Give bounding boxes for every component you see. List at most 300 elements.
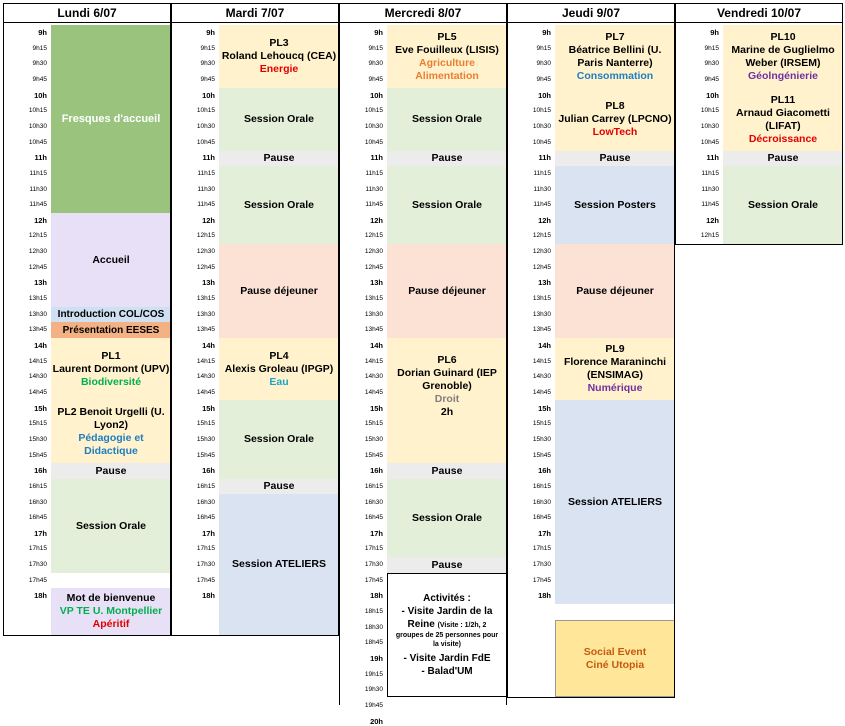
time-label: 10h30 — [700, 122, 719, 130]
time-label: 12h45 — [364, 263, 383, 271]
pause-label: Pause — [263, 480, 295, 492]
time-label: 20h — [370, 716, 383, 726]
pl6-theme: Droit — [434, 393, 460, 405]
time-label: 14h30 — [364, 373, 383, 381]
jeudi-social — [555, 620, 675, 697]
column-border-left — [3, 23, 4, 635]
mardi-session-orale-3 — [219, 400, 339, 479]
time-label: 18h45 — [364, 639, 383, 647]
time-label: 12h — [706, 215, 719, 225]
vendredi-pl10 — [723, 25, 843, 88]
time-label: 9h30 — [200, 60, 215, 68]
column-border-right — [842, 23, 843, 244]
pl10-speaker: Marine de Guglielmo — [731, 43, 835, 56]
time-label: 16h15 — [364, 482, 383, 490]
pl5-code: PL5 — [437, 30, 457, 43]
day-header-lundi: Lundi 6/07 — [3, 3, 171, 23]
time-label: 11h — [538, 153, 551, 163]
time-label: 16h15 — [28, 482, 47, 490]
time-label: 10h30 — [28, 122, 47, 130]
time-label: 10h45 — [700, 138, 719, 146]
session-orale-label: Session Orale — [75, 519, 147, 532]
mercredi-session-orale-1 — [387, 88, 507, 151]
time-label: 11h15 — [533, 169, 551, 177]
time-label: 15h45 — [532, 451, 551, 459]
activites-line3: groupes de 25 personnes pour — [395, 632, 499, 639]
pause-label: Pause — [767, 152, 799, 164]
time-label: 17h30 — [532, 561, 551, 569]
time-label: 11h — [202, 153, 215, 163]
mardi-pause-2 — [219, 479, 339, 494]
time-label: 17h45 — [364, 576, 383, 584]
time-label: 13h — [538, 278, 551, 288]
time-label: 16h45 — [28, 514, 47, 522]
time-label: 14h45 — [364, 388, 383, 396]
time-label: 12h — [370, 215, 383, 225]
pl9-affil: (ENSIMAG) — [587, 369, 643, 381]
time-label: 14h — [370, 341, 383, 350]
pl11-speaker: Arnaud Giacometti — [736, 106, 830, 119]
time-label: 12h30 — [28, 248, 47, 256]
time-label: 9h45 — [32, 75, 47, 83]
time-label: 19h45 — [364, 701, 383, 709]
time-label: 10h — [34, 90, 47, 100]
mercredi-pause-3 — [387, 557, 507, 573]
mardi-dejeuner — [219, 244, 339, 338]
presentation-label: Présentation EESES — [62, 324, 160, 336]
pl11-theme: Décroissance — [748, 132, 818, 145]
lundi-pause — [51, 463, 171, 479]
time-label: 10h45 — [532, 138, 551, 146]
activites-line6: - Balad'UM — [421, 666, 473, 677]
time-label: 19h — [370, 654, 383, 663]
time-label: 11h30 — [197, 185, 215, 193]
mercredi-pl5 — [387, 25, 507, 88]
mercredi-dejeuner — [387, 244, 507, 338]
mot-label: Mot de bienvenue — [66, 592, 156, 604]
time-label: 18h — [34, 591, 47, 601]
social-label-1: Social Event — [583, 645, 647, 658]
time-label: 15h45 — [28, 451, 47, 459]
time-label: 13h45 — [532, 326, 551, 334]
pl6-duration: 2h — [440, 406, 454, 418]
time-label: 13h — [370, 278, 383, 288]
time-label: 14h15 — [532, 357, 551, 365]
time-label: 12h45 — [28, 263, 47, 271]
vendredi-pl11 — [723, 88, 843, 151]
ateliers-label: Session ATELIERS — [568, 495, 662, 508]
time-label: 15h45 — [364, 451, 383, 459]
time-label: 11h15 — [29, 169, 47, 177]
time-label: 16h45 — [196, 514, 215, 522]
vp-label: VP TE U. Montpellier — [59, 605, 163, 617]
column-border-left — [339, 23, 340, 705]
time-label: 9h15 — [32, 44, 47, 52]
pl8-speaker: Julian Carrey (LPCNO) — [558, 113, 672, 125]
time-label: 12h15 — [364, 232, 383, 240]
time-label: 11h45 — [533, 201, 551, 209]
mardi-session-orale-1 — [219, 88, 339, 151]
activites-line5: - Visite Jardin FdE — [403, 653, 491, 664]
time-label: 16h — [202, 466, 215, 476]
social-label-2: Ciné Utopia — [585, 658, 645, 671]
time-label: 13h45 — [28, 326, 47, 334]
time-label: 12h15 — [28, 232, 47, 240]
time-label: 15h15 — [532, 420, 551, 428]
time-label: 14h30 — [532, 373, 551, 381]
time-label: 11h45 — [197, 201, 215, 209]
time-label: 10h30 — [196, 122, 215, 130]
pl7-theme: Consommation — [576, 69, 654, 82]
activites-line2: Reine (Visite : 1/2h, 2 — [407, 619, 487, 630]
jeudi-pl7 — [555, 25, 675, 88]
lundi-fresques — [51, 25, 171, 213]
lundi-bienvenue — [51, 588, 171, 635]
activites-line1: - Visite Jardin de la — [401, 606, 493, 617]
jeudi-pl9 — [555, 338, 675, 400]
time-label: 9h30 — [32, 60, 47, 68]
time-label: 10h15 — [28, 107, 47, 115]
time-label: 17h30 — [196, 561, 215, 569]
time-label: 13h15 — [364, 295, 383, 303]
mercredi-pl6 — [387, 338, 507, 463]
mardi-pl3 — [219, 25, 339, 88]
time-label: 15h — [202, 403, 215, 413]
time-label: 9h — [374, 28, 383, 37]
time-label: 13h45 — [196, 326, 215, 334]
mercredi-activites — [387, 573, 507, 697]
pause-label: Pause — [95, 464, 127, 477]
lundi-pl2 — [51, 400, 171, 463]
time-label: 12h30 — [364, 248, 383, 256]
column-border-left — [507, 23, 508, 697]
pl7-speaker: Béatrice Bellini (U. — [568, 43, 662, 56]
pl2-line1: PL2 Benoit Urgelli (U. — [57, 405, 165, 418]
time-label: 10h45 — [196, 138, 215, 146]
column-border-left — [171, 23, 172, 635]
fresques-label: Fresques d'accueil — [61, 112, 161, 125]
dejeuner-label: Pause déjeuner — [240, 284, 318, 297]
column-border-bottom — [675, 244, 843, 245]
time-label: 10h30 — [532, 122, 551, 130]
time-label: 16h15 — [196, 482, 215, 490]
time-label: 11h45 — [365, 201, 383, 209]
session-orale-label: Session Orale — [243, 433, 315, 445]
pl8-code: PL8 — [605, 100, 625, 112]
column-border-bottom — [507, 697, 675, 698]
time-label: 17h — [202, 528, 215, 538]
pl3-theme: Energie — [259, 63, 299, 75]
time-label: 15h15 — [364, 420, 383, 428]
pl4-speaker: Alexis Groleau (IPGP) — [224, 362, 334, 375]
mercredi-session-orale-2 — [387, 166, 507, 244]
jeudi-ateliers — [555, 400, 675, 604]
time-label: 9h15 — [704, 44, 719, 52]
pl9-code: PL9 — [605, 343, 625, 355]
time-label: 14h30 — [196, 373, 215, 381]
time-label: 12h — [202, 215, 215, 225]
time-label: 9h — [542, 28, 551, 37]
time-label: 17h45 — [196, 576, 215, 584]
column-border-bottom — [171, 635, 339, 636]
time-label: 19h30 — [364, 686, 383, 694]
time-label: 17h15 — [196, 545, 215, 553]
lundi-intro — [51, 307, 171, 322]
time-label: 12h30 — [196, 248, 215, 256]
time-label: 16h30 — [364, 498, 383, 506]
time-label: 19h15 — [364, 670, 383, 678]
time-label: 9h45 — [200, 75, 215, 83]
time-label: 17h30 — [364, 561, 383, 569]
dejeuner-label: Pause déjeuner — [576, 284, 654, 297]
time-label: 14h — [34, 341, 47, 350]
time-label: 11h — [34, 153, 47, 163]
time-label: 15h15 — [28, 420, 47, 428]
time-label: 10h15 — [364, 107, 383, 115]
mercredi-pause-1 — [387, 151, 507, 166]
time-label: 12h15 — [532, 232, 551, 240]
time-label: 15h30 — [532, 435, 551, 443]
day-header-mardi: Mardi 7/07 — [171, 3, 339, 23]
time-label: 13h15 — [28, 295, 47, 303]
time-label: 13h — [202, 278, 215, 288]
column-border-bottom — [3, 635, 171, 636]
pl11-code: PL11 — [770, 93, 796, 106]
pl1-code: PL1 — [101, 349, 121, 362]
lundi-session-orale — [51, 479, 171, 573]
time-label: 11h45 — [29, 201, 47, 209]
time-label: 17h15 — [532, 545, 551, 553]
jeudi-pl8 — [555, 88, 675, 151]
posters-label: Session Posters — [574, 198, 656, 211]
time-label: 16h30 — [28, 498, 47, 506]
time-label: 16h15 — [532, 482, 551, 490]
pl7-affil: Paris Nanterre) — [577, 56, 653, 69]
time-label: 10h — [538, 90, 551, 100]
pl5-speaker: Eve Fouilleux (LISIS) — [395, 43, 499, 56]
time-label: 18h — [370, 591, 383, 601]
mardi-session-orale-2 — [219, 166, 339, 244]
pl3-code: PL3 — [269, 37, 289, 49]
activites-title: Activités : — [423, 593, 471, 604]
time-label: 14h45 — [196, 388, 215, 396]
time-label: 9h30 — [536, 60, 551, 68]
time-label: 17h — [538, 528, 551, 538]
time-label: 14h15 — [196, 357, 215, 365]
time-label: 15h30 — [364, 435, 383, 443]
time-label: 10h30 — [364, 122, 383, 130]
pl8-theme: LowTech — [592, 126, 638, 138]
session-orale-label: Session Orale — [411, 511, 483, 524]
time-label: 13h30 — [196, 310, 215, 318]
time-label: 18h — [202, 591, 215, 601]
session-orale-label: Session Orale — [747, 198, 819, 211]
time-label: 12h15 — [196, 232, 215, 240]
ateliers-label: Session ATELIERS — [232, 558, 326, 570]
pl5-theme1: Agriculture — [418, 56, 475, 69]
pl10-theme: Géolngénierie — [747, 69, 819, 82]
time-label: 14h45 — [28, 388, 47, 396]
time-label: 15h45 — [196, 451, 215, 459]
time-label: 11h — [370, 153, 383, 163]
time-label: 12h15 — [700, 232, 719, 240]
jeudi-posters — [555, 166, 675, 244]
time-label: 9h45 — [536, 75, 551, 83]
accueil-label: Accueil — [92, 253, 130, 266]
time-label: 11h — [706, 153, 719, 163]
mercredi-pause-2 — [387, 463, 507, 479]
lundi-presentation — [51, 322, 171, 338]
time-label: 13h — [34, 278, 47, 288]
time-label: 12h — [34, 215, 47, 225]
time-label: 9h15 — [368, 44, 383, 52]
pl6-code: PL6 — [437, 354, 457, 366]
day-header-mercredi: Mercredi 8/07 — [339, 3, 507, 23]
time-label: 11h30 — [29, 185, 47, 193]
time-label: 15h15 — [196, 420, 215, 428]
pause-label: Pause — [431, 558, 463, 571]
mardi-pl4 — [219, 338, 339, 400]
time-label: 16h — [370, 466, 383, 476]
time-label: 15h30 — [28, 435, 47, 443]
pl5-theme2: Alimentation — [415, 69, 479, 82]
pl9-speaker: Florence Maraninchi — [563, 356, 667, 368]
time-label: 14h30 — [28, 373, 47, 381]
time-label: 10h45 — [364, 138, 383, 146]
lundi-pl1 — [51, 338, 171, 400]
time-label: 18h15 — [364, 608, 383, 616]
pl1-theme: Biodiversité — [80, 375, 142, 388]
time-label: 9h45 — [704, 75, 719, 83]
time-label: 16h30 — [532, 498, 551, 506]
time-label: 18h — [538, 591, 551, 601]
activites-line4: la visite) — [432, 641, 461, 648]
time-label: 11h15 — [365, 169, 383, 177]
pause-label: Pause — [599, 152, 631, 164]
vendredi-session-orale — [723, 166, 843, 244]
time-label: 16h30 — [196, 498, 215, 506]
jeudi-pause — [555, 151, 675, 166]
time-label: 12h45 — [532, 263, 551, 271]
column-border-left — [675, 23, 676, 244]
pl4-code: PL4 — [269, 349, 289, 362]
time-label: 14h — [202, 341, 215, 350]
dejeuner-label: Pause déjeuner — [408, 284, 486, 297]
time-label: 13h15 — [196, 295, 215, 303]
time-label: 9h — [710, 28, 719, 37]
day-header-jeudi: Jeudi 9/07 — [507, 3, 675, 23]
time-label: 10h — [706, 90, 719, 100]
time-label: 13h30 — [364, 310, 383, 318]
time-label: 15h — [370, 403, 383, 413]
time-label: 17h45 — [532, 576, 551, 584]
time-label: 14h — [538, 341, 551, 350]
pl6-affil: Grenoble) — [422, 380, 472, 392]
mercredi-session-orale-3 — [387, 479, 507, 557]
pl10-affil: Weber (IRSEM) — [745, 56, 821, 69]
day-header-vendredi: Vendredi 10/07 — [675, 3, 843, 23]
time-label: 10h15 — [532, 107, 551, 115]
pl1-speaker: Laurent Dormont (UPV) — [52, 362, 170, 375]
mardi-pause-1 — [219, 151, 339, 166]
time-label: 10h — [202, 90, 215, 100]
pl3-speaker: Roland Lehoucq (CEA) — [221, 50, 337, 62]
time-label: 9h15 — [536, 44, 551, 52]
session-orale-label: Session Orale — [411, 113, 483, 125]
session-orale-label: Session Orale — [243, 198, 315, 211]
time-label: 11h15 — [701, 169, 719, 177]
time-label: 10h15 — [700, 107, 719, 115]
time-label: 16h — [538, 466, 551, 476]
intro-label: Introduction COL/COS — [57, 309, 165, 320]
pl2-theme1: Pédagogie et — [78, 431, 144, 444]
time-label: 16h45 — [532, 514, 551, 522]
time-label: 11h30 — [701, 185, 719, 193]
time-label: 13h30 — [28, 310, 47, 318]
time-label: 12h — [538, 215, 551, 225]
session-orale-label: Session Orale — [411, 198, 483, 211]
time-label: 15h30 — [196, 435, 215, 443]
time-label: 17h — [34, 528, 47, 538]
time-label: 14h45 — [532, 388, 551, 396]
pause-label: Pause — [431, 152, 463, 164]
vendredi-pause — [723, 151, 843, 166]
time-label: 17h — [370, 528, 383, 538]
time-label: 16h — [34, 466, 47, 476]
time-label: 13h45 — [364, 326, 383, 334]
pl6-speaker: Dorian Guinard (IEP — [397, 367, 497, 379]
pl2-theme2: Didactique — [84, 444, 138, 457]
time-label: 10h15 — [196, 107, 215, 115]
time-label: 12h45 — [196, 263, 215, 271]
time-label: 15h — [538, 403, 551, 413]
time-label: 17h45 — [28, 576, 47, 584]
time-label: 13h30 — [532, 310, 551, 318]
time-label: 15h — [34, 403, 47, 413]
pause-label: Pause — [263, 152, 295, 164]
time-label: 17h15 — [364, 545, 383, 553]
time-label: 17h30 — [28, 561, 47, 569]
time-label: 11h15 — [197, 169, 215, 177]
time-label: 12h30 — [532, 248, 551, 256]
pl9-theme: Numérique — [587, 382, 643, 394]
time-label: 9h15 — [200, 44, 215, 52]
pl11-affil: (LIFAT) — [765, 119, 801, 132]
time-label: 17h15 — [28, 545, 47, 553]
pl10-code: PL10 — [770, 30, 796, 43]
time-label: 18h30 — [364, 623, 383, 631]
time-label: 9h — [38, 28, 47, 37]
time-label: 14h15 — [28, 357, 47, 365]
lundi-accueil — [51, 213, 171, 307]
time-label: 10h45 — [28, 138, 47, 146]
time-label: 9h30 — [368, 60, 383, 68]
time-label: 9h30 — [704, 60, 719, 68]
time-label: 9h45 — [368, 75, 383, 83]
time-label: 11h30 — [365, 185, 383, 193]
pl2-line2: Lyon2) — [93, 418, 129, 431]
session-orale-label: Session Orale — [243, 113, 315, 125]
time-label: 10h — [370, 90, 383, 100]
time-label: 9h — [206, 28, 215, 37]
time-label: 14h15 — [364, 357, 383, 365]
time-label: 11h30 — [533, 185, 551, 193]
time-label: 13h15 — [532, 295, 551, 303]
time-label: 11h45 — [701, 201, 719, 209]
aperitif-label: Apéritif — [92, 618, 130, 630]
pause-label: Pause — [431, 464, 463, 477]
pl7-code: PL7 — [605, 30, 625, 43]
